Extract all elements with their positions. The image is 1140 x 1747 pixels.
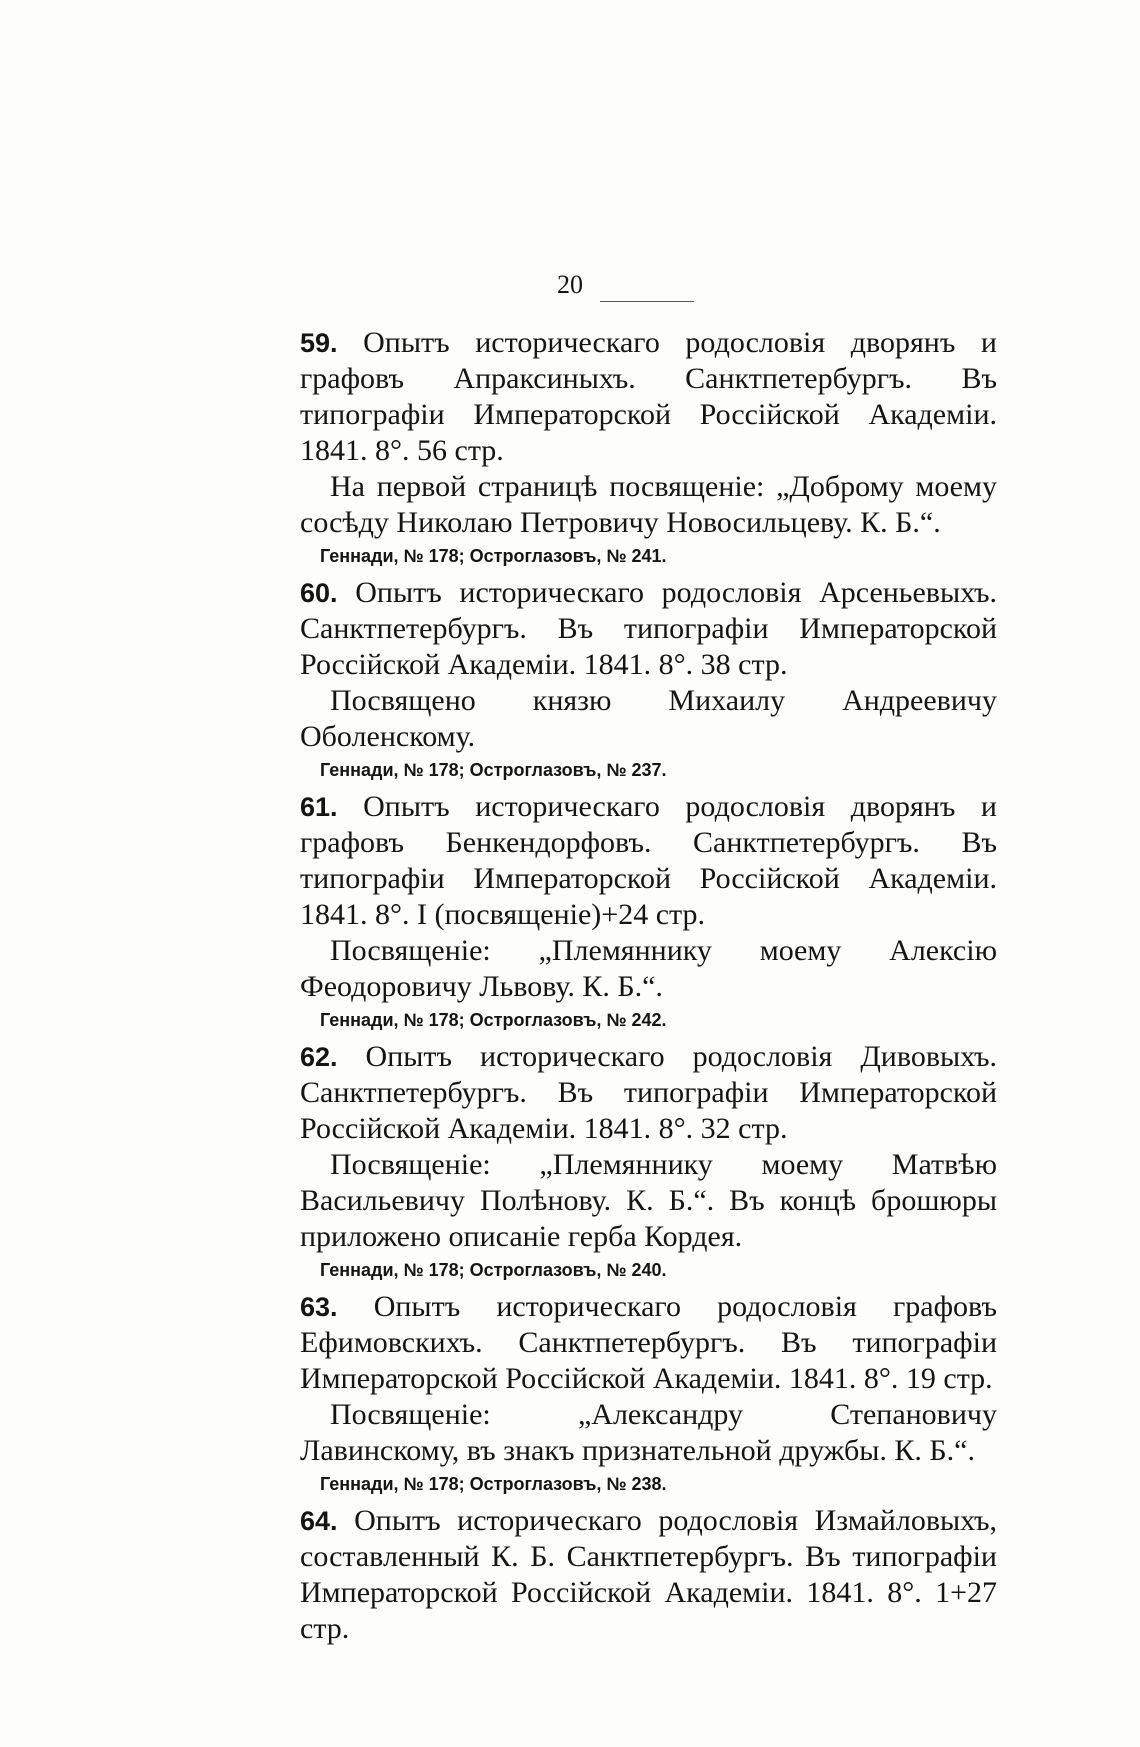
entry-title-paragraph	[300, 1289, 997, 1397]
entry-title-paragraph	[300, 789, 997, 933]
entry-title: Опытъ историческаго родословія графовъ Ефимовскихъ. Санктпетербургъ. Въ типографіи Императорской Россійской Академіи. 1841. 8°. 19 стр.	[300, 1290, 997, 1395]
entry-number: 64.	[300, 1506, 338, 1536]
entry-note: Посвященіе: „Племяннику моему Матвѣю Васильевичу Полѣнову. К. Б.“. Въ концѣ брошюры приложено описаніе герба Кордея.	[300, 1148, 997, 1253]
entry-title: Опытъ историческаго родословія Арсеньевыхъ. Санктпетербургъ. Въ типографіи Императорской Россійской Академіи. 1841. 8°. 38 стр.	[300, 576, 997, 681]
entry-62	[300, 1039, 997, 1283]
entry-reference: Геннади, № 178; Остроглазовъ, № 240.	[320, 1260, 667, 1280]
entry-60	[300, 575, 997, 783]
page-number: 20	[557, 270, 583, 299]
entry-title: Опытъ историческаго родословія Измайловыхъ, составленный К. Б. Санктпетербургъ. Въ типографіи Императорской Россійской Академіи. 1841. 8°. 1+27 стр.	[300, 1504, 998, 1645]
entry-reference: Геннади, № 178; Остроглазовъ, № 242.	[320, 1010, 667, 1030]
entry-title: Опытъ историческаго родословія дворянъ и графовъ Апраксиныхъ. Санктпетербургъ. Въ типографіи Императорской Россійской Академіи. 1841. 8°. 56 стр.	[300, 326, 997, 467]
entry-59	[300, 325, 997, 569]
entry-title: Опытъ историческаго родословія Дивовыхъ. Санктпетербургъ. Въ типографіи Императорской Россійской Академіи. 1841. 8°. 32 стр.	[300, 1040, 998, 1145]
entry-64	[300, 1503, 997, 1647]
entry-title-paragraph	[300, 575, 997, 683]
entry-reference: Геннади, № 178; Остроглазовъ, № 237.	[320, 760, 667, 780]
entry-note: На первой страницѣ посвященіе: „Доброму моему сосѣду Николаю Петровичу Новосильцеву. К. Б.“.	[300, 470, 997, 539]
entry-note: Посвященіе: „Племяннику моему Алексію Феодоровичу Львову. К. Б.“.	[300, 934, 997, 1003]
entry-title: Опытъ историческаго родословія дворянъ и графовъ Бенкендорфовъ. Санктпетербургъ. Въ типографіи Императорской Россійской Академіи. 1841. 8°. I (посвященіе)+24 стр.	[300, 790, 997, 931]
entry-number: 60.	[300, 578, 338, 608]
entry-note: Посвящено князю Михаилу Андреевичу Оболенскому.	[300, 684, 997, 753]
entry-note: Посвященіе: „Александру Степановичу Лавинскому, въ знакъ признательной дружбы. К. Б.“.	[300, 1398, 997, 1467]
entry-61	[300, 789, 997, 1033]
bibliography-list	[300, 325, 997, 1653]
entry-title-paragraph	[300, 325, 997, 469]
entry-title-paragraph	[300, 1039, 997, 1147]
entry-title-paragraph	[300, 1503, 997, 1647]
entry-number: 62.	[300, 1042, 338, 1072]
entry-reference: Геннади, № 178; Остроглазовъ, № 241.	[320, 546, 667, 566]
entry-number: 61.	[300, 792, 338, 822]
entry-reference: Геннади, № 178; Остроглазовъ, № 238.	[320, 1474, 667, 1494]
entry-number: 59.	[300, 328, 338, 358]
page-number-rule	[600, 301, 694, 302]
entry-63	[300, 1289, 997, 1497]
entry-number: 63.	[300, 1292, 338, 1322]
